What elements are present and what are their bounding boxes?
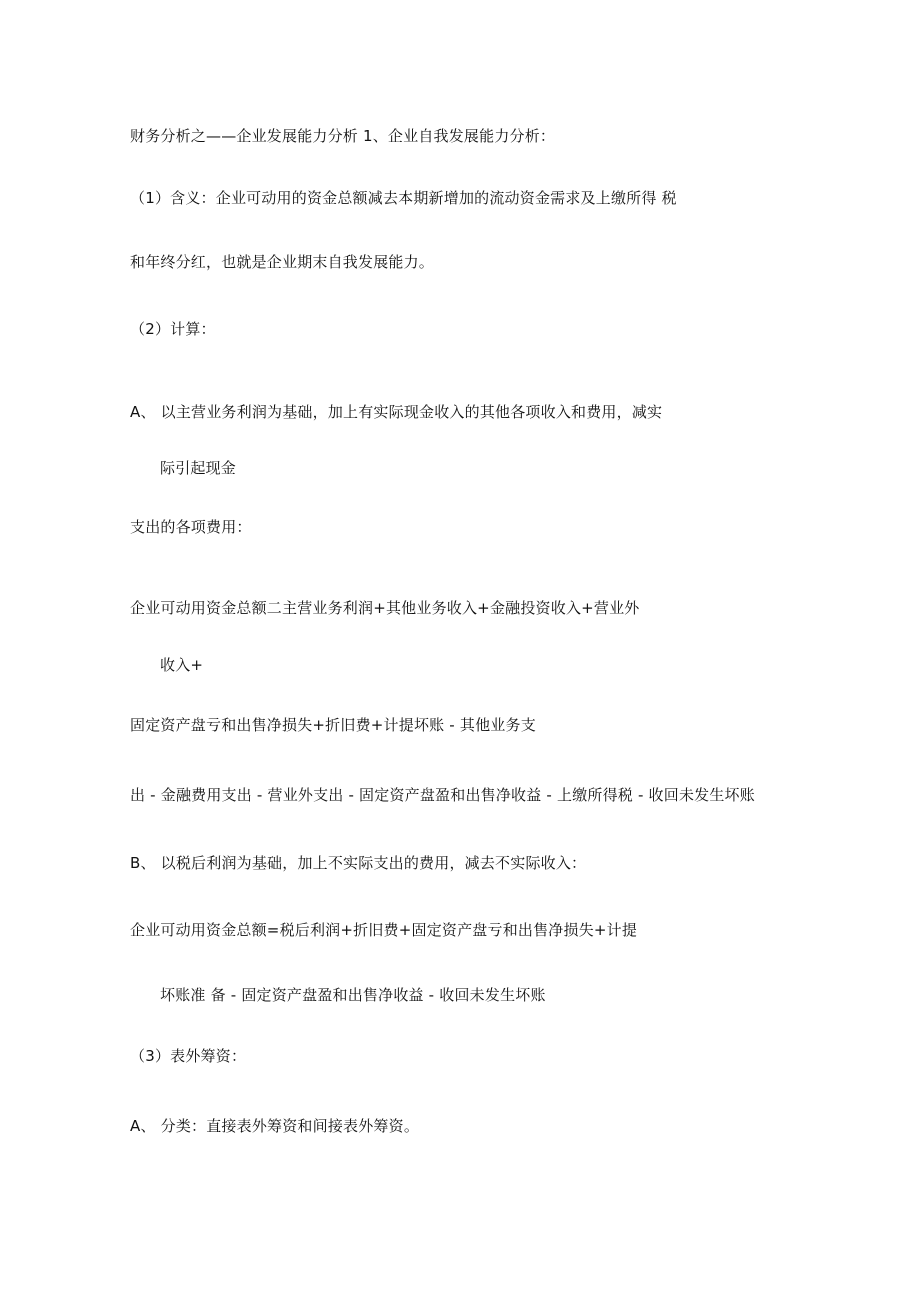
formula-b-continuation: 坏账准 备 - 固定资产盘盈和出售净收益 - 收回未发生坏账 [160,986,546,1004]
method-a-line: A、 以主营业务利润为基础，加上有实际现金收入的其他各项收入和费用，减实 [130,403,663,421]
off-balance-classification: A、 分类：直接表外筹资和间接表外筹资。 [130,1117,420,1135]
formula-a-continuation-3: 出 - 金融费用支出 - 营业外支出 - 固定资产盘盈和出售净收益 - 上缴所得税 - 收回未发生坏账 [130,786,755,804]
formula-a-continuation: 收入+ [160,656,204,674]
definition-continuation: 和年终分红，也就是企业期末自我发展能力。 [130,253,435,271]
formula-b-line: 企业可动用资金总额=税后利润+折旧费+固定资产盘亏和出售净损失+计提 [130,921,638,939]
off-balance-heading: （3）表外筹资： [130,1047,247,1065]
method-a-continuation: 际引起现金 [160,459,237,477]
formula-a-continuation-2: 固定资产盘亏和出售净损失+折旧费+计提坏账 - 其他业务支 [130,716,536,734]
calculation-heading: （2）计算： [130,320,216,338]
method-a-continuation-2: 支出的各项费用： [130,518,252,536]
document-title-line: 财务分析之——企业发展能力分析 1、企业自我发展能力分析： [130,127,556,145]
formula-a-line: 企业可动用资金总额二主营业务利润+其他业务收入+金融投资收入+营业外 [130,599,640,617]
method-b-line: B、 以税后利润为基础，加上不实际支出的费用，减去不实际收入： [130,854,587,872]
definition-line: （1）含义：企业可动用的资金总额减去本期新增加的流动资金需求及上缴所得 税 [130,189,677,207]
